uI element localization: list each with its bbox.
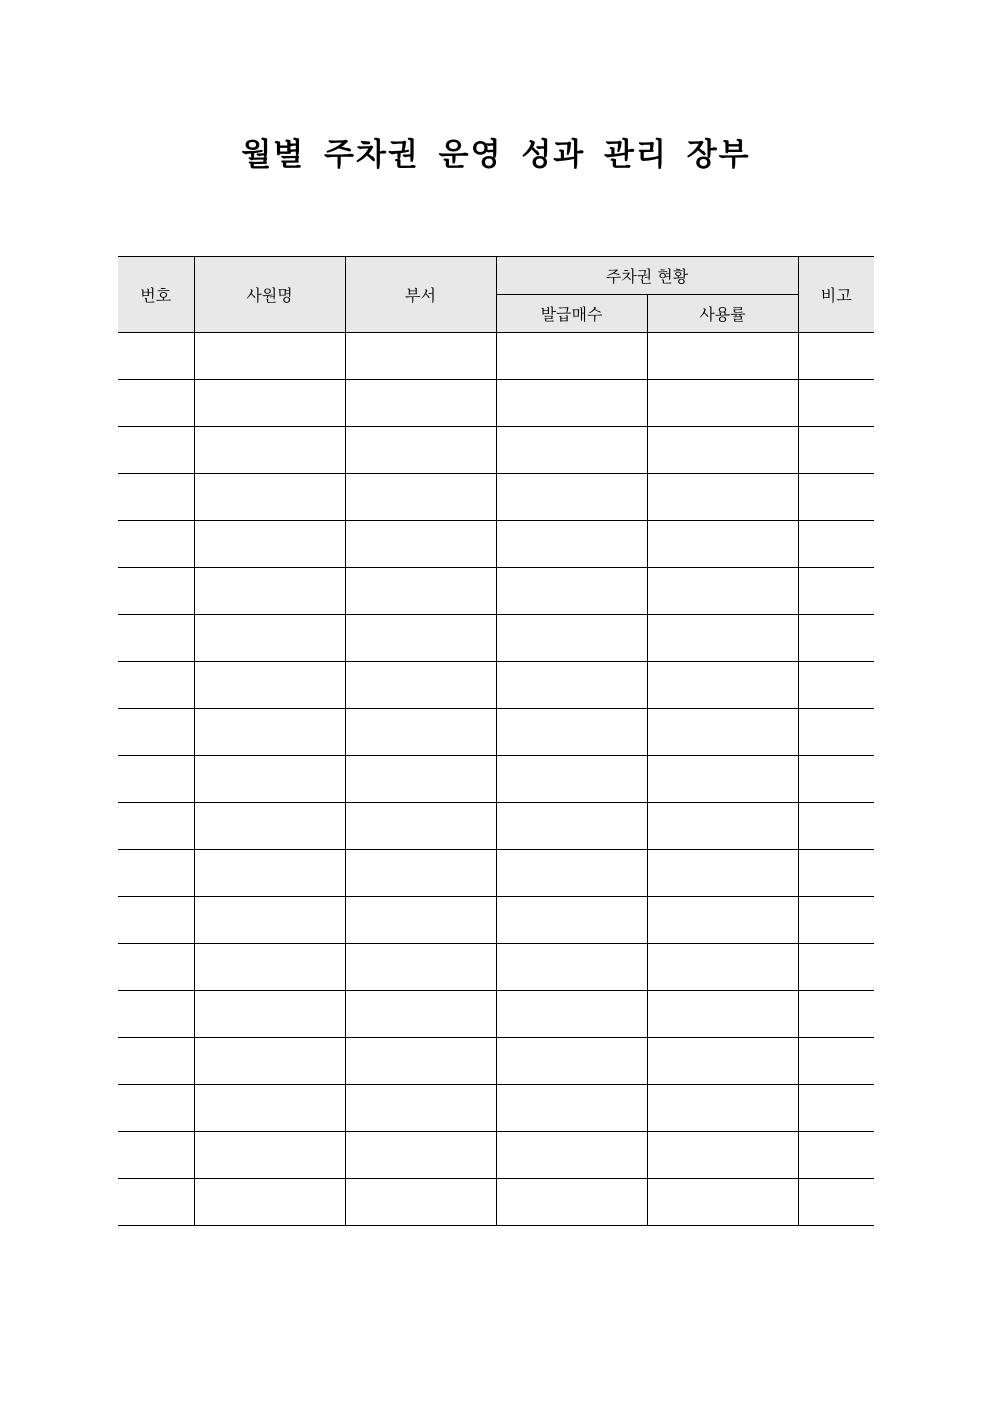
table-row — [118, 521, 874, 568]
remarks-cell[interactable] — [798, 1085, 874, 1132]
department-cell[interactable] — [345, 333, 496, 380]
issued-count-cell[interactable] — [496, 897, 647, 944]
department-cell[interactable] — [345, 803, 496, 850]
issued-count-cell[interactable] — [496, 756, 647, 803]
employee-name-cell[interactable] — [194, 709, 345, 756]
table-row — [118, 1132, 874, 1179]
remarks-cell[interactable] — [798, 521, 874, 568]
employee-name-cell[interactable] — [194, 1038, 345, 1085]
table-row — [118, 568, 874, 615]
header-usage-rate: 사용률 — [647, 295, 798, 333]
employee-name-cell[interactable] — [194, 897, 345, 944]
issued-count-cell[interactable] — [496, 1085, 647, 1132]
table-row — [118, 803, 874, 850]
number-cell[interactable] — [118, 427, 194, 474]
usage-rate-cell[interactable] — [647, 850, 798, 897]
employee-name-cell[interactable] — [194, 850, 345, 897]
department-cell[interactable] — [345, 1038, 496, 1085]
employee-name-cell[interactable] — [194, 1085, 345, 1132]
usage-rate-cell[interactable] — [647, 991, 798, 1038]
table-row — [118, 709, 874, 756]
department-cell[interactable] — [345, 756, 496, 803]
department-cell[interactable] — [345, 1085, 496, 1132]
number-cell[interactable] — [118, 333, 194, 380]
remarks-cell[interactable] — [798, 1179, 874, 1226]
remarks-cell[interactable] — [798, 1132, 874, 1179]
employee-name-cell[interactable] — [194, 991, 345, 1038]
table-row — [118, 333, 874, 380]
table-body — [118, 333, 874, 1226]
issued-count-cell[interactable] — [496, 709, 647, 756]
number-cell[interactable] — [118, 521, 194, 568]
table-row — [118, 615, 874, 662]
issued-count-cell[interactable] — [496, 333, 647, 380]
remarks-cell[interactable] — [798, 1038, 874, 1085]
issued-count-cell[interactable] — [496, 991, 647, 1038]
employee-name-cell[interactable] — [194, 944, 345, 991]
number-cell[interactable] — [118, 756, 194, 803]
number-cell[interactable] — [118, 991, 194, 1038]
number-cell[interactable] — [118, 850, 194, 897]
department-cell[interactable] — [345, 991, 496, 1038]
header-employee-name: 사원명 — [194, 257, 345, 333]
employee-name-cell[interactable] — [194, 568, 345, 615]
number-cell[interactable] — [118, 1179, 194, 1226]
issued-count-cell[interactable] — [496, 1179, 647, 1226]
table-row — [118, 1085, 874, 1132]
department-cell[interactable] — [345, 427, 496, 474]
employee-name-cell[interactable] — [194, 803, 345, 850]
remarks-cell[interactable] — [798, 991, 874, 1038]
usage-rate-cell[interactable] — [647, 521, 798, 568]
parking-ledger-table — [118, 256, 874, 1226]
table-row — [118, 1179, 874, 1226]
usage-rate-cell[interactable] — [647, 897, 798, 944]
table-header-row — [118, 257, 874, 295]
remarks-cell[interactable] — [798, 474, 874, 521]
usage-rate-cell[interactable] — [647, 474, 798, 521]
employee-name-cell[interactable] — [194, 1179, 345, 1226]
remarks-cell[interactable] — [798, 333, 874, 380]
table-row — [118, 662, 874, 709]
department-cell[interactable] — [345, 944, 496, 991]
usage-rate-cell[interactable] — [647, 756, 798, 803]
employee-name-cell[interactable] — [194, 1132, 345, 1179]
issued-count-cell[interactable] — [496, 803, 647, 850]
number-cell[interactable] — [118, 1038, 194, 1085]
department-cell[interactable] — [345, 521, 496, 568]
usage-rate-cell[interactable] — [647, 380, 798, 427]
number-cell[interactable] — [118, 1132, 194, 1179]
table-row — [118, 1038, 874, 1085]
header-remarks: 비고 — [798, 257, 874, 333]
table-row — [118, 897, 874, 944]
department-cell[interactable] — [345, 380, 496, 427]
employee-name-cell[interactable] — [194, 662, 345, 709]
department-cell[interactable] — [345, 897, 496, 944]
employee-name-cell[interactable] — [194, 756, 345, 803]
issued-count-cell[interactable] — [496, 662, 647, 709]
usage-rate-cell[interactable] — [647, 709, 798, 756]
usage-rate-cell[interactable] — [647, 1038, 798, 1085]
usage-rate-cell[interactable] — [647, 1132, 798, 1179]
usage-rate-cell[interactable] — [647, 1085, 798, 1132]
remarks-cell[interactable] — [798, 427, 874, 474]
table-row — [118, 991, 874, 1038]
issued-count-cell[interactable] — [496, 427, 647, 474]
usage-rate-cell[interactable] — [647, 662, 798, 709]
usage-rate-cell[interactable] — [647, 803, 798, 850]
number-cell[interactable] — [118, 1085, 194, 1132]
department-cell[interactable] — [345, 1132, 496, 1179]
issued-count-cell[interactable] — [496, 1038, 647, 1085]
remarks-cell[interactable] — [798, 709, 874, 756]
department-cell[interactable] — [345, 474, 496, 521]
department-cell[interactable] — [345, 615, 496, 662]
table-row — [118, 474, 874, 521]
department-cell[interactable] — [345, 662, 496, 709]
employee-name-cell[interactable] — [194, 427, 345, 474]
remarks-cell[interactable] — [798, 803, 874, 850]
remarks-cell[interactable] — [798, 756, 874, 803]
table-row — [118, 427, 874, 474]
remarks-cell[interactable] — [798, 944, 874, 991]
employee-name-cell[interactable] — [194, 615, 345, 662]
number-cell[interactable] — [118, 944, 194, 991]
department-cell[interactable] — [345, 1179, 496, 1226]
number-cell[interactable] — [118, 615, 194, 662]
header-issued-count: 발급매수 — [496, 295, 647, 333]
table-row — [118, 944, 874, 991]
usage-rate-cell[interactable] — [647, 333, 798, 380]
issued-count-cell[interactable] — [496, 1132, 647, 1179]
table-row — [118, 756, 874, 803]
number-cell[interactable] — [118, 380, 194, 427]
remarks-cell[interactable] — [798, 897, 874, 944]
number-cell[interactable] — [118, 709, 194, 756]
issued-count-cell[interactable] — [496, 380, 647, 427]
header-department: 부서 — [345, 257, 496, 333]
table-row — [118, 850, 874, 897]
department-cell[interactable] — [345, 709, 496, 756]
issued-count-cell[interactable] — [496, 521, 647, 568]
number-cell[interactable] — [118, 662, 194, 709]
employee-name-cell[interactable] — [194, 380, 345, 427]
remarks-cell[interactable] — [798, 380, 874, 427]
department-cell[interactable] — [345, 568, 496, 615]
remarks-cell[interactable] — [798, 615, 874, 662]
issued-count-cell[interactable] — [496, 615, 647, 662]
issued-count-cell[interactable] — [496, 850, 647, 897]
issued-count-cell[interactable] — [496, 474, 647, 521]
issued-count-cell[interactable] — [496, 944, 647, 991]
header-number: 번호 — [118, 257, 194, 333]
number-cell[interactable] — [118, 897, 194, 944]
number-cell[interactable] — [118, 803, 194, 850]
employee-name-cell[interactable] — [194, 333, 345, 380]
remarks-cell[interactable] — [798, 850, 874, 897]
usage-rate-cell[interactable] — [647, 568, 798, 615]
number-cell[interactable] — [118, 568, 194, 615]
page-title: 월별 주차권 운영 성과 관리 장부 — [241, 137, 751, 173]
header-parking-status: 주차권 현황 — [496, 257, 798, 295]
usage-rate-cell[interactable] — [647, 427, 798, 474]
remarks-cell[interactable] — [798, 568, 874, 615]
employee-name-cell[interactable] — [194, 521, 345, 568]
usage-rate-cell[interactable] — [647, 615, 798, 662]
department-cell[interactable] — [345, 850, 496, 897]
table-row — [118, 380, 874, 427]
issued-count-cell[interactable] — [496, 568, 647, 615]
number-cell[interactable] — [118, 474, 194, 521]
employee-name-cell[interactable] — [194, 474, 345, 521]
remarks-cell[interactable] — [798, 662, 874, 709]
usage-rate-cell[interactable] — [647, 944, 798, 991]
usage-rate-cell[interactable] — [647, 1179, 798, 1226]
